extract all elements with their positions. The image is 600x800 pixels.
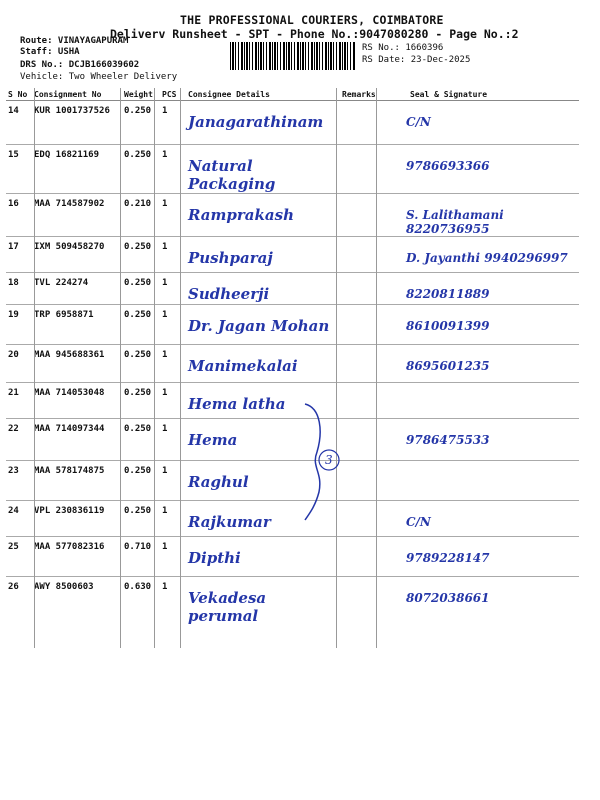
row-seal-signature: 8695601235 (386, 345, 579, 383)
row-weight: 0.250 (122, 345, 160, 383)
row-sno: 26 (6, 577, 32, 626)
col-seal: Seal & Signature (386, 88, 579, 101)
row-pcs: 1 (160, 345, 186, 383)
row-consignee: Ramprakash (186, 194, 340, 237)
row-weight: 0.710 (122, 537, 160, 577)
row-remarks (340, 305, 386, 345)
row-pcs: 1 (160, 237, 186, 273)
divider (180, 88, 181, 648)
row-weight: 0.630 (122, 577, 160, 626)
row-seal-signature: 9786693366 (386, 145, 579, 194)
row-consignment-no: IXM 509458270 (32, 237, 122, 273)
row-consignee: Hema (186, 419, 340, 461)
row-weight: 0.250 (122, 305, 160, 345)
row-pcs: 1 (160, 273, 186, 305)
row-seal-signature: 9789228147 (386, 537, 579, 577)
row-consignee: Manimekalai (186, 345, 340, 383)
row-consignment-no: MAA 714097344 (32, 419, 122, 461)
table-header-row (6, 88, 579, 101)
row-weight: 0.250 (122, 101, 160, 145)
table-row (6, 577, 579, 626)
divider (120, 88, 121, 648)
row-consignment-no: MAA 577082316 (32, 537, 122, 577)
row-consignee: Rajkumar (186, 501, 340, 537)
row-remarks (340, 345, 386, 383)
col-pcs: PCS (160, 88, 186, 101)
row-consignment-no: EDQ 16821169 (32, 145, 122, 194)
row-sno: 22 (6, 419, 32, 461)
row-pcs: 1 (160, 501, 186, 537)
row-sno: 20 (6, 345, 32, 383)
table-row (6, 419, 579, 461)
row-sno: 19 (6, 305, 32, 345)
divider (376, 88, 377, 648)
row-sno: 23 (6, 461, 32, 501)
row-seal-signature: 8072038661 (386, 577, 579, 626)
table-row (6, 145, 579, 194)
row-sno: 15 (6, 145, 32, 194)
row-weight: 0.250 (122, 501, 160, 537)
table-row (6, 345, 579, 383)
table-row (6, 101, 579, 145)
route-label: Route: VINAYAGAPURAM (20, 36, 129, 46)
row-consignee: Natural Packaging (186, 145, 340, 194)
divider (34, 88, 35, 648)
col-consignment: Consignment No (32, 88, 122, 101)
runsheet-table (6, 88, 579, 625)
staff-label: Staff: USHA (20, 47, 80, 57)
row-sno: 25 (6, 537, 32, 577)
row-weight: 0.250 (122, 419, 160, 461)
row-consignment-no: MAA 578174875 (32, 461, 122, 501)
row-weight: 0.250 (122, 237, 160, 273)
barcode (230, 42, 356, 70)
row-pcs: 1 (160, 383, 186, 419)
col-weight: Weight (122, 88, 160, 101)
divider (154, 88, 155, 648)
row-sno: 21 (6, 383, 32, 419)
row-seal-signature (386, 383, 579, 419)
row-sno: 18 (6, 273, 32, 305)
row-seal-signature: C/N (386, 101, 579, 145)
row-pcs: 1 (160, 101, 186, 145)
col-sno: S No (6, 88, 32, 101)
row-seal-signature: 8220811889 (386, 273, 579, 305)
row-remarks (340, 194, 386, 237)
drs-number: DRS No.: DCJB166039602 (20, 60, 140, 70)
table-row (6, 383, 579, 419)
row-consignee: Vekadesa perumal (186, 577, 340, 626)
row-consignee: Raghul (186, 461, 340, 501)
table-row (6, 461, 579, 501)
bracket-count: 3 (325, 453, 333, 467)
row-consignee: Janagarathinam (186, 101, 340, 145)
col-remarks: Remarks (340, 88, 386, 101)
table-row (6, 501, 579, 537)
table-row (6, 537, 579, 577)
row-weight: 0.250 (122, 461, 160, 501)
row-pcs: 1 (160, 194, 186, 237)
col-consignee: Consignee Details (186, 88, 340, 101)
divider (336, 88, 337, 648)
table-row (6, 305, 579, 345)
company-title: THE PROFESSIONAL COURIERS, COIMBATORE (180, 13, 444, 27)
row-seal-signature: 9786475533 (386, 419, 579, 461)
row-consignment-no: AWY 8500603 (32, 577, 122, 626)
row-pcs: 1 (160, 461, 186, 501)
row-pcs: 1 (160, 145, 186, 194)
row-remarks (340, 383, 386, 419)
grouping-bracket (303, 402, 343, 522)
row-consignee: Sudheerji (186, 273, 340, 305)
row-remarks (340, 101, 386, 145)
row-sno: 16 (6, 194, 32, 237)
row-consignment-no: MAA 945688361 (32, 345, 122, 383)
row-weight: 0.250 (122, 273, 160, 305)
row-remarks (340, 537, 386, 577)
row-consignment-no: MAA 714587902 (32, 194, 122, 237)
row-seal-signature (386, 461, 579, 501)
row-weight: 0.250 (122, 145, 160, 194)
row-weight: 0.210 (122, 194, 160, 237)
row-pcs: 1 (160, 419, 186, 461)
rs-number: RS No.: 1660396 (362, 43, 444, 53)
row-seal-signature: S. Lalithamani 8220736955 (386, 194, 579, 237)
row-consignment-no: VPL 230836119 (32, 501, 122, 537)
row-pcs: 1 (160, 577, 186, 626)
row-consignee: Hema latha (186, 383, 340, 419)
row-seal-signature: 8610091399 (386, 305, 579, 345)
row-remarks (340, 577, 386, 626)
row-remarks (340, 145, 386, 194)
vehicle-label: Vehicle: Two Wheeler Delivery (20, 72, 178, 82)
row-consignment-no: KUR 1001737526 (32, 101, 122, 145)
row-remarks (340, 501, 386, 537)
row-consignee: Dipthi (186, 537, 340, 577)
table-row (6, 237, 579, 273)
row-remarks (340, 461, 386, 501)
row-consignment-no: MAA 714053048 (32, 383, 122, 419)
row-seal-signature: C/N (386, 501, 579, 537)
row-remarks (340, 273, 386, 305)
rs-date: RS Date: 23-Dec-2025 (362, 55, 471, 65)
row-weight: 0.250 (122, 383, 160, 419)
table-row (6, 194, 579, 237)
runsheet-subtitle: Deliverv Runsheet - SPT - Phone No.:9047080280 - Page No.:2 (110, 27, 519, 41)
row-consignee: Dr. Jagan Mohan (186, 305, 340, 345)
row-remarks (340, 419, 386, 461)
row-sno: 24 (6, 501, 32, 537)
row-pcs: 1 (160, 537, 186, 577)
row-sno: 14 (6, 101, 32, 145)
row-pcs: 1 (160, 305, 186, 345)
row-sno: 17 (6, 237, 32, 273)
row-consignee: Pushparaj (186, 237, 340, 273)
row-remarks (340, 237, 386, 273)
row-consignment-no: TRP 6958871 (32, 305, 122, 345)
row-consignment-no: TVL 224274 (32, 273, 122, 305)
row-seal-signature: D. Jayanthi 9940296997 (386, 237, 579, 273)
table-row (6, 273, 579, 305)
